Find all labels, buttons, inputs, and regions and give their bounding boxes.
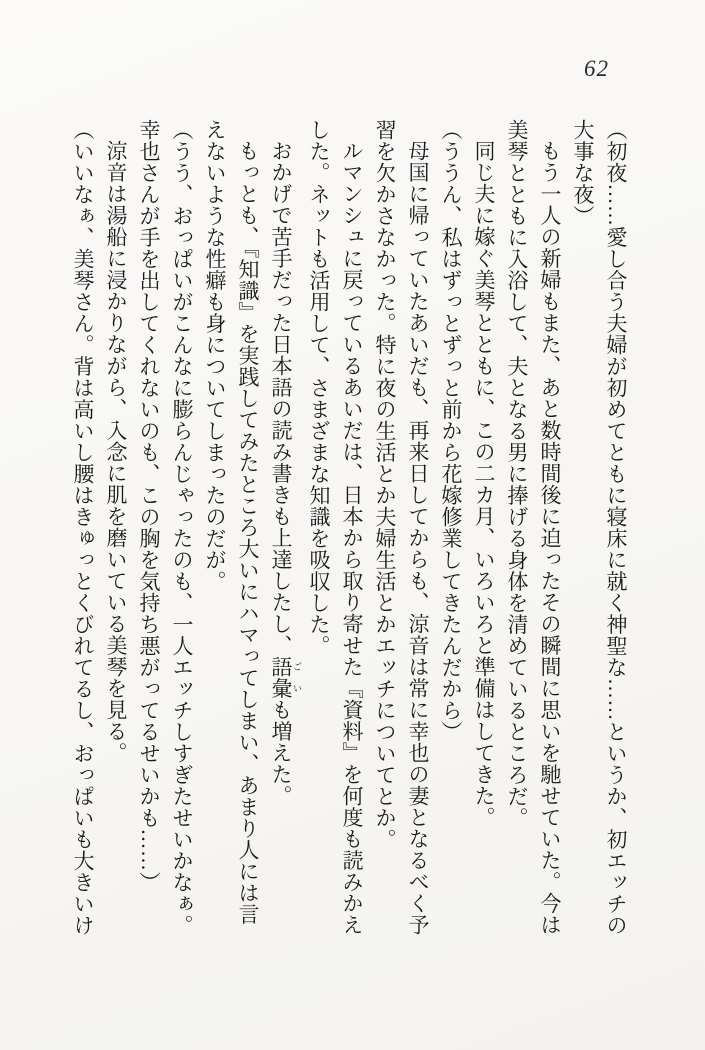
paragraph: おかげで苦手だった日本語の読み書きも上達したし、語彙 ごいも増えた。	[269, 140, 302, 807]
paragraph: もう一人の新婦もまた、あと数時間後に迫ったその瞬間に思いを馳せていた。今は美琴とともに入浴して、夫となる男に捧げる身体を清めているところだ。	[505, 119, 562, 936]
paragraph: 涼音は湯船に浸かりながら、入念に肌を磨いている美琴を見る。	[104, 140, 128, 764]
paragraph: 母国に帰っていたあいだも、再来日してからも、涼音は常に幸也の妻となるべく予習を欠かさなかった。特に夜の生活とか夫婦生活とかエッチについてとか。	[373, 119, 430, 936]
paragraph: ルマンシュに戻っているあいだは、日本から取り寄せた『資料』を何度も読みかえした。ネットも活用して、さまざまな知識を吸収した。	[307, 119, 364, 936]
page-number: 62	[584, 56, 609, 81]
paragraph: （初夜……愛し合う夫婦が初めてともに寝床に就く神聖な……というか、初エッチの大事な夜）	[571, 119, 628, 936]
paragraph: （ううん、私はずっとずっと前から花嫁修業してきたんだから）	[439, 119, 463, 743]
paragraph: （うう、おっぱいがこんなに膨らんじゃったのも、一人エッチしすぎたせいかなぁ。幸也さんが手を出してくれないのも、この胸を気持ち悪がってるせいかも……）	[137, 119, 194, 936]
ruby-annotated-word: 語彙 ごい	[269, 656, 302, 699]
paragraph: 同じ夫に嫁ぐ美琴とともに、この二カ月、いろいろと準備はしてきた。	[472, 140, 496, 828]
text-block	[66, 119, 632, 939]
paragraph: もっとも、『知識』を実践してみたところ大いにハマってしまい、あまり人には言えないような性癖も身についてしまったのだが。	[203, 119, 260, 925]
paragraph: （いいなぁ、美琴さん。背は高いし腰はきゅっとくびれてるし、おっぱいも大きいけ	[71, 119, 95, 936]
